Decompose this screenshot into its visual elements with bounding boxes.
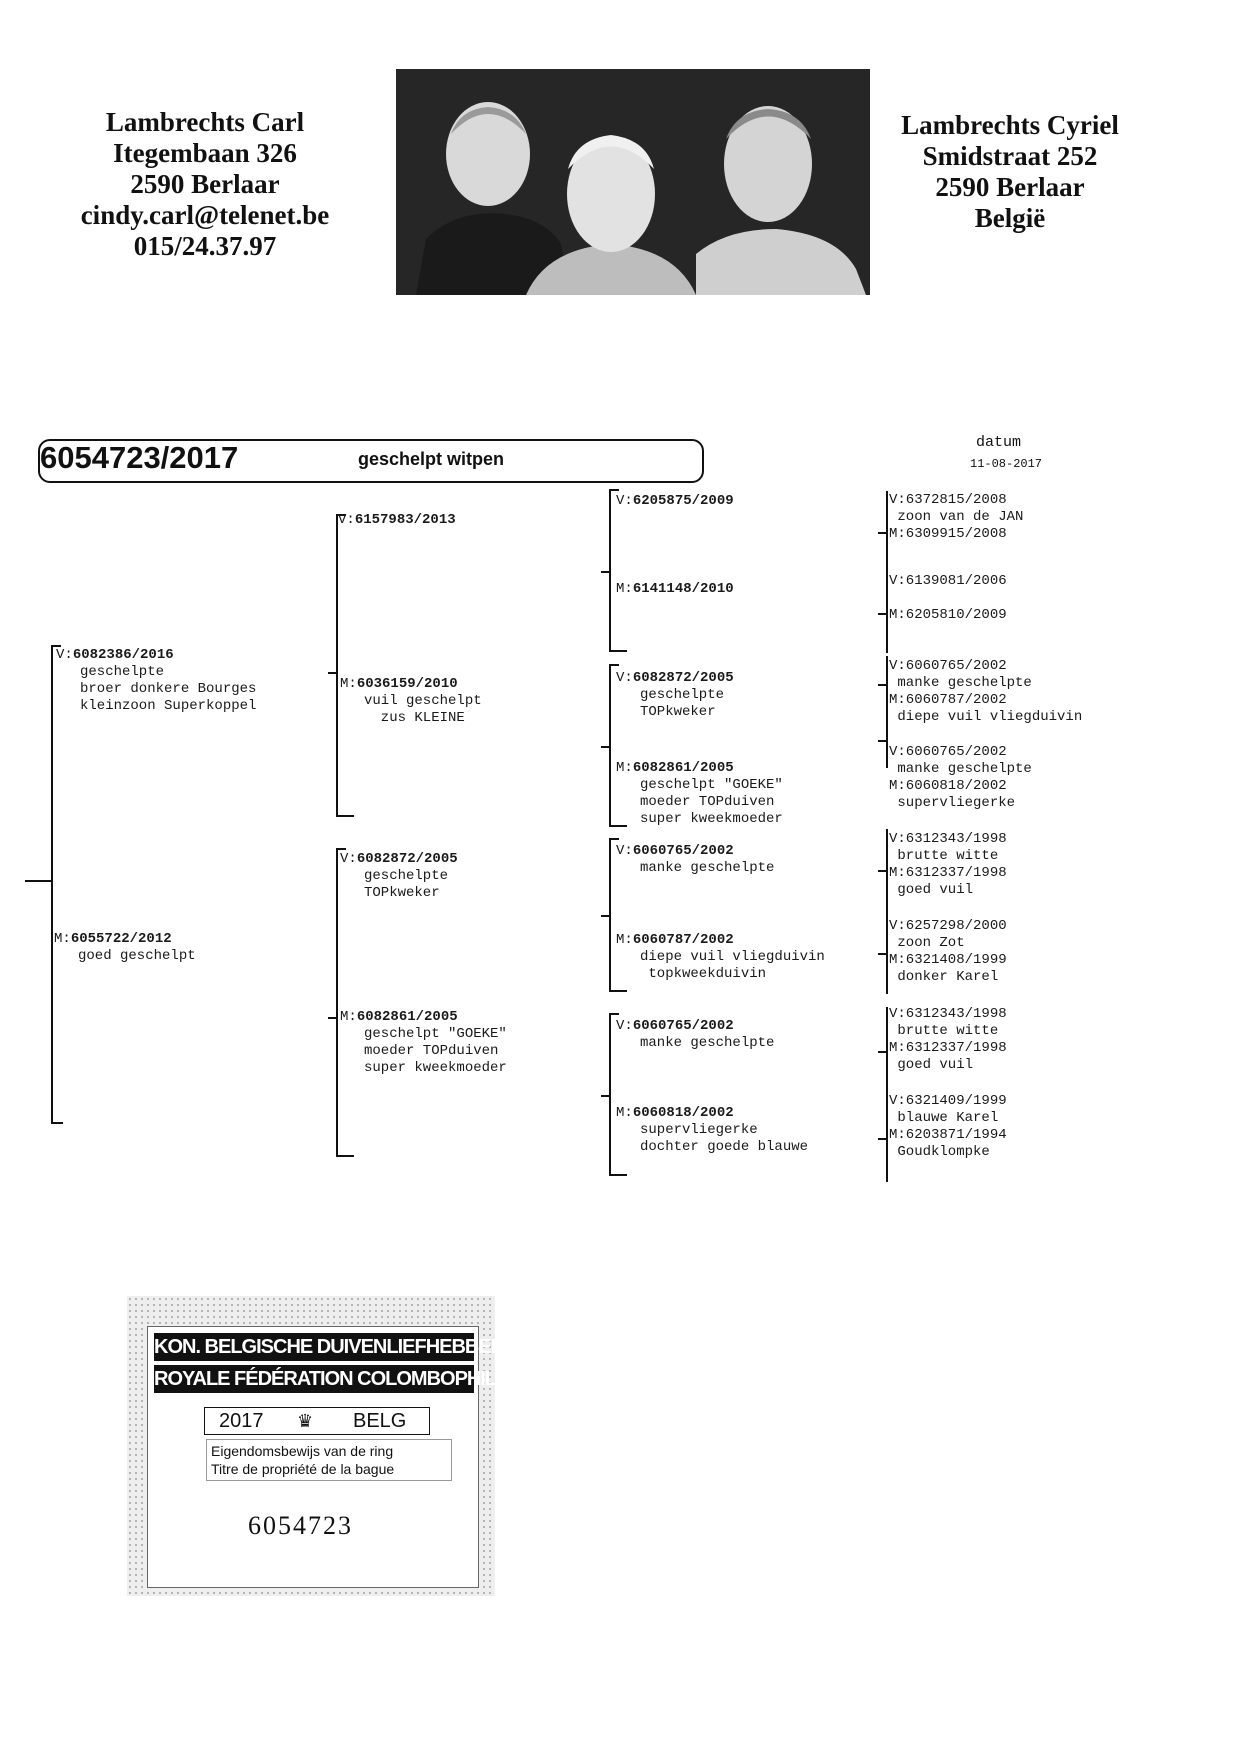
- parent-prefix: M:: [340, 676, 357, 692]
- ring-title-fr: Titre de propriété de la bague: [211, 1461, 395, 1477]
- gen1-bracket-line: [51, 645, 53, 1123]
- gen3-bracket-2: [609, 838, 611, 992]
- ring-number: 6055722/2012: [70, 931, 172, 947]
- owner-right-block: [880, 110, 1140, 234]
- ring-number: 6141148/2010: [632, 581, 734, 597]
- ring-number: 6036159/2010: [356, 676, 458, 692]
- parent-prefix: V:: [616, 843, 633, 859]
- crown-icon: ♛: [297, 1411, 314, 1431]
- owner-left-street: Itegembaan 326: [113, 138, 297, 168]
- gen3-top-2: [609, 838, 619, 840]
- great-grandparent-5: [616, 932, 825, 983]
- owner-left-email: cindy.carl@telenet.be: [80, 200, 330, 230]
- gen3-bracket-3: [609, 1013, 611, 1176]
- owner-left-phone: 015/24.37.97: [133, 231, 277, 261]
- parent-prefix: M:: [616, 932, 633, 948]
- owner-right-city: 2590 Berlaar: [935, 172, 1085, 202]
- gen3-top-0: [609, 489, 619, 491]
- great-grandparent-6: [616, 1018, 774, 1052]
- gen3-top-1: [609, 664, 619, 666]
- ring-number: 6060787/2002: [632, 932, 734, 948]
- great-grandparent-4: [616, 843, 774, 877]
- gen4-mid-a-1: [878, 684, 886, 686]
- gen4-mid-a-2: [878, 870, 886, 872]
- datum-value: 11-08-2017: [970, 457, 1043, 471]
- parent-prefix: M:: [616, 581, 633, 597]
- great-great-grandparent-3: V:6060765/2002 manke geschelpte M:6060818/2002 supervliegerke: [889, 744, 1032, 811]
- gen4-mid-b-0: [878, 613, 886, 615]
- gen2-bracket-a: [336, 514, 338, 816]
- gen3-mid-1: [601, 746, 609, 748]
- pigeon-ring-number: 6054723/2017: [40, 440, 239, 475]
- pigeon-notes: supervliegerke dochter goede blauwe: [640, 1122, 809, 1155]
- grandparent-0: [338, 512, 456, 529]
- pigeon-notes: diepe vuil vliegduivin topkweekduivin: [640, 949, 825, 982]
- pigeon-notes: geschelpt "GOEKE" moeder TOPduiven super kweekmoeder: [364, 1026, 507, 1076]
- pigeon-notes: manke geschelpte: [640, 860, 775, 876]
- ring-number: 6205875/2009: [632, 493, 734, 509]
- gen2-b-top: [336, 848, 346, 850]
- ring-year-row: [204, 1407, 430, 1435]
- ring-number: 6157983/2013: [354, 512, 456, 528]
- great-great-grandparent-4: V:6312343/1998 brutte witte M:6312337/1998 goed vuil: [889, 831, 1007, 898]
- great-great-grandparent-2: V:6060765/2002 manke geschelpte M:6060787/2002 diepe vuil vliegduivin: [889, 658, 1083, 725]
- datum-label: datum: [976, 434, 1022, 451]
- gen1-bottom-tick: [51, 1122, 63, 1124]
- gen3-bottom-3: [609, 1174, 627, 1176]
- parent-prefix: M:: [616, 760, 633, 776]
- gen3-mid-2: [601, 915, 609, 917]
- gen4-mid-b-2: [878, 953, 886, 955]
- parent-prefix: M:: [616, 1105, 633, 1121]
- gen3-mid-0: [601, 571, 609, 573]
- ring-ownership-card: [127, 1296, 577, 1596]
- gen4-mid-b-1: [878, 740, 886, 742]
- great-grandparent-3: [616, 760, 783, 828]
- gen2-b-mid: [328, 1017, 336, 1019]
- owner-left-name: Lambrechts Carl: [105, 107, 305, 137]
- owners-photo: [396, 69, 870, 295]
- grandparent-1: [340, 676, 482, 727]
- gen3-bracket-1: [609, 664, 611, 827]
- gen4-mid-b-3: [878, 1138, 886, 1140]
- parent-prefix: M:: [54, 931, 71, 947]
- pigeon-notes: geschelpt "GOEKE" moeder TOPduiven super kweekmoeder: [640, 777, 783, 827]
- great-great-grandparent-7: V:6321409/1999 blauwe Karel M:6203871/1994 Goudklompke: [889, 1093, 1007, 1160]
- ring-country: BELG: [353, 1410, 407, 1432]
- card-ring-number: 6054723: [248, 1511, 353, 1540]
- owner-left-city: 2590 Berlaar: [130, 169, 280, 199]
- gen4-bracket-3: [886, 1007, 888, 1182]
- great-grandparent-2: [616, 670, 734, 721]
- grandparent-2: [340, 851, 458, 902]
- grandparent-3: [340, 1009, 507, 1077]
- owner-right-country: België: [974, 203, 1046, 233]
- great-grandparent-7: [616, 1105, 808, 1156]
- federation-name-nl: KON. BELGISCHE DUIVENLIEFHEBBERSBOND: [154, 1333, 474, 1361]
- ring-number: 6060818/2002: [632, 1105, 734, 1121]
- gen4-bracket-1: [886, 656, 888, 768]
- pigeon-notes: manke geschelpte: [640, 1035, 775, 1051]
- great-great-grandparent-0: V:6372815/2008 zoon van de JAN M:6309915/2008: [889, 492, 1024, 542]
- great-great-grandparent-6: V:6312343/1998 brutte witte M:6312337/1998 goed vuil: [889, 1006, 1007, 1073]
- federation-name-fr: ROYALE FÉDÉRATION COLOMBOPHILE BELGE: [154, 1365, 474, 1393]
- pigeon-notes: geschelpte broer donkere Bourges kleinzoon Superkoppel: [80, 664, 257, 714]
- parent-prefix: V:: [616, 1018, 633, 1034]
- gen3-bottom-0: [609, 650, 627, 652]
- gen4-mid-a-3: [878, 1051, 886, 1053]
- owner-left-block: [60, 107, 350, 262]
- gen4-bracket-2: [886, 829, 888, 994]
- ring-number: 6082872/2005: [632, 670, 734, 686]
- gen2-b-bottom: [336, 1155, 354, 1157]
- ring-number: 6060765/2002: [632, 1018, 734, 1034]
- gen3-top-3: [609, 1013, 619, 1015]
- owner-right-street: Smidstraat 252: [922, 141, 1098, 171]
- gen3-mid-3: [601, 1095, 609, 1097]
- pigeon-notes: goed geschelpt: [78, 948, 196, 964]
- ring-year: 2017: [219, 1410, 264, 1432]
- great-grandparent-1: [616, 581, 734, 598]
- ring-ownership-title: [206, 1439, 452, 1481]
- pigeon-notes: geschelpte TOPkweker: [364, 868, 449, 901]
- tree-root-connector: [25, 880, 51, 882]
- great-great-grandparent-5: V:6257298/2000 zoon Zot M:6321408/1999 donker Karel: [889, 918, 1007, 985]
- gen4-bracket-0: [886, 491, 888, 653]
- parent-prefix: V:: [338, 512, 355, 528]
- ring-number: 6082861/2005: [632, 760, 734, 776]
- pigeon-notes: geschelpte TOPkweker: [640, 687, 725, 720]
- pigeon-notes: vuil geschelpt zus KLEINE: [364, 693, 482, 726]
- gen2-a-bottom: [336, 815, 354, 817]
- parent-prefix: V:: [616, 493, 633, 509]
- owners-photo-illustration: [396, 69, 870, 295]
- ring-card-inner: [147, 1326, 577, 1588]
- gen3-bracket-0: [609, 489, 611, 652]
- parent-sire: [56, 647, 256, 715]
- ring-number: 6082386/2016: [72, 647, 174, 663]
- parent-prefix: V:: [56, 647, 73, 663]
- pigeon-color: geschelpt witpen: [358, 449, 505, 469]
- gen2-a-mid: [328, 672, 336, 674]
- parent-dam: [54, 931, 196, 965]
- great-great-grandparent-1: V:6139081/2006 M:6205810/2009: [889, 573, 1007, 623]
- ring-title-nl: Eigendomsbewijs van de ring: [211, 1443, 394, 1459]
- gen2-bracket-b: [336, 848, 338, 1155]
- ring-number: 6082861/2005: [356, 1009, 458, 1025]
- ring-number: 6082872/2005: [356, 851, 458, 867]
- parent-prefix: M:: [340, 1009, 357, 1025]
- parent-prefix: V:: [616, 670, 633, 686]
- gen4-mid-a-0: [878, 532, 886, 534]
- owner-right-name: Lambrechts Cyriel: [901, 110, 1119, 140]
- parent-prefix: V:: [340, 851, 357, 867]
- great-grandparent-0: [616, 493, 734, 510]
- ring-number: 6060765/2002: [632, 843, 734, 859]
- gen3-bottom-2: [609, 990, 627, 992]
